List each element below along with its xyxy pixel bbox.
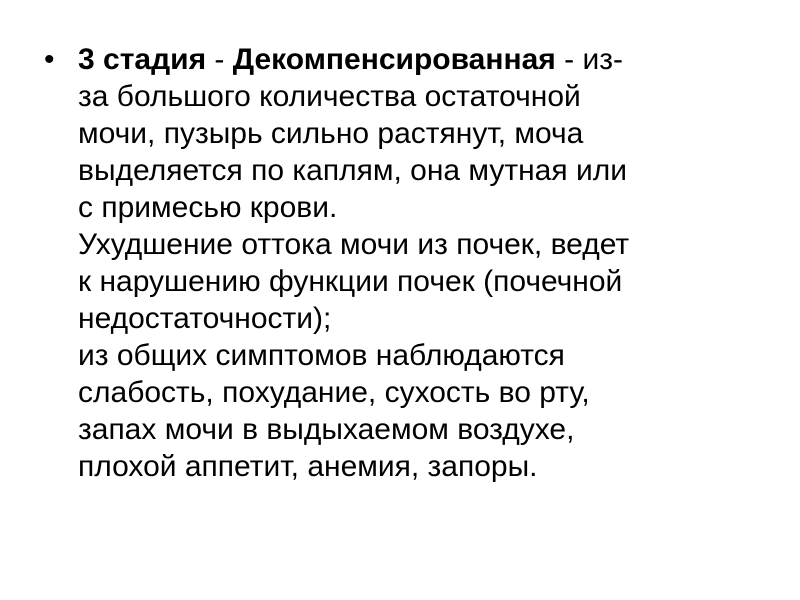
text-line-7: недостаточности); — [78, 302, 332, 335]
stage-name: Декомпенсированная — [232, 43, 556, 76]
text-line-10: запах мочи в выдыхаемом воздухе, — [78, 413, 575, 446]
text-line-6: к нарушению функции почек (почечной — [78, 265, 623, 298]
bullet-dot-icon: • — [44, 43, 55, 76]
text-line-11: плохой аппетит, анемия, запоры. — [78, 450, 538, 483]
text-line-1: за большого количества остаточной — [78, 80, 581, 113]
heading-continuation: - из- — [555, 43, 623, 76]
stage-number: 3 стадия — [78, 43, 207, 76]
text-line-2: мочи, пузырь сильно растянут, моча — [78, 117, 584, 150]
bullet-list — [44, 41, 744, 485]
heading-separator: - — [206, 43, 233, 76]
bullet-item — [44, 41, 744, 485]
stage-heading-line — [78, 41, 744, 78]
text-line-5: Ухудшение оттока мочи из почек, ведет — [78, 228, 630, 261]
text-line-9: слабость, похудание, сухость во рту, — [78, 376, 590, 409]
text-line-4: с примесью крови. — [78, 191, 338, 224]
text-line-3: выделяется по каплям, она мутная или — [78, 154, 627, 187]
text-line-8: из общих симптомов наблюдаются — [78, 339, 565, 372]
